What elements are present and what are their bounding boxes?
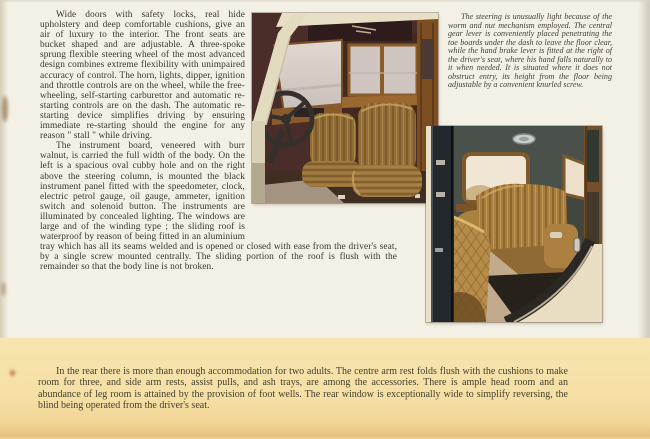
rear-interior-art [426,126,602,322]
rear-interior-photo [426,126,602,322]
steering-note-italic: The steering is unusually light because of the worm and nut mechanism employed. The central gear lever is conveniently placed penetrating the toe boards under the dash to leave the floor clear, while the hand brake lever is fitted at the right of the driver's seat, where his hand falls naturally to it when needed. It is situated where it does not obstruct entry, its height from the floor being adjustable by a convenient knurled screw. [448,12,612,89]
dome-light [513,134,535,144]
rear-accommodation-text: In the rear there is more than enough accommodation for two adults. The centre arm rest folds flush with the cushions to make room for three, and side arm rests, assist pulls, and ash trays, are among the accessories. There is ample head room and an abundance of leg room is attained by the provision of foot wells. The rear window is exceptionally wide to simplify reversing, the blind being operated from the driver's seat. [38,366,568,412]
paragraph-instrument-board: The instrument board, veneered with burr walnut, is carried the full width of the body. On the left is a spacious oval cubby hole and on the right above the steering column, is mounted the black instrument panel fitted with the speedometer, clock, electric petrol gauge, oil gauge, ammeter, ignition switch and solenoid button. The instruments are illuminated by concealed lighting. The windows are large and of the winding type ; the sliding roof is waterproof by reason of being fitted in an aluminium tray which has all its seams welded and is opened or closed with ease from the driver's seat, by a single screw mounted centrally. The sliding portion of the roof is flush with the remainder so that the body line is not broken. [40,141,397,273]
bottom-band [0,338,650,439]
scan-smudge [2,96,8,122]
door-handle [574,238,580,252]
side-windows [349,45,417,95]
paragraph-front-compartment: Wide doors with safety locks, real hide upholstery and deep comfortable cushions, give an air of luxury to the interior. The front seats are bucket shaped and are adjustable. A three-spoke sprung flexible steering wheel of the most advanced design combines extreme flexibility with unimpaired accuracy of control. The horn, lights, dipper, ignition and throttle controls are on the wheel, while the free-wheeling, self-starting carburettor and automatic re-starting controls are on the dash. The automatic re-starting device simplifies driving by ensuring immediate re-starting should the engine for any reason " stall " while driving. [40,10,245,142]
scan-smudge [1,282,6,296]
front-interior-art [252,13,438,203]
page-edge-shadow-top [0,0,650,3]
front-interior-photo [252,13,438,203]
bucket-seats [302,103,422,197]
open-door-edge [426,126,454,322]
scan-smudge [10,370,15,376]
